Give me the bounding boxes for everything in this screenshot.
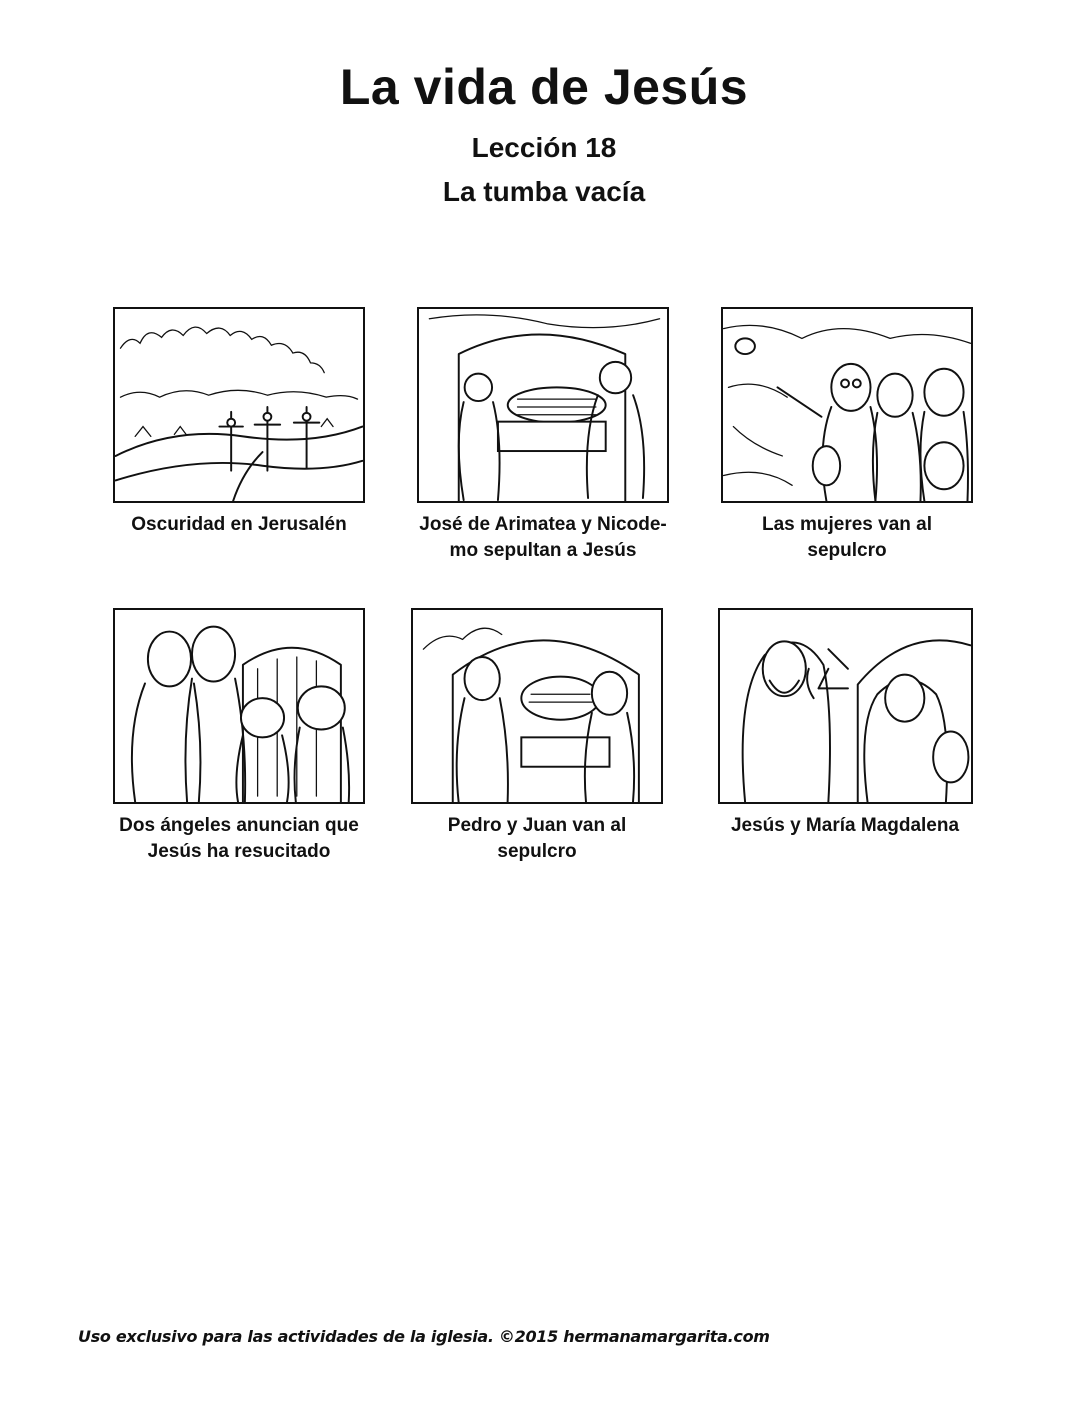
caption-panel-4 [89, 813, 389, 865]
lesson-title: La tumba vacía [442, 176, 646, 207]
caption-panel-3 [697, 512, 997, 564]
caption-line: sepulcro [497, 841, 577, 862]
caption-panel-1 [89, 512, 389, 538]
caption-line: Dos ángeles anuncian que [119, 815, 359, 836]
illustration-jesus-mary [718, 608, 973, 804]
illustration-peter-john [411, 608, 663, 804]
illustration-crucifixion [113, 307, 365, 503]
illustration-women [721, 307, 973, 503]
caption-line: Oscuridad en Jerusalén [131, 514, 347, 535]
caption-panel-5 [387, 813, 687, 865]
caption-line: Pedro y Juan van al [447, 815, 627, 836]
caption-panel-2 [393, 512, 693, 564]
illustration-angels [113, 608, 365, 804]
caption-line: Jesús y María Magdalena [730, 815, 960, 836]
caption-line: sepulcro [807, 540, 887, 561]
caption-line: Las mujeres van al [761, 514, 933, 535]
caption-line: José de Arimatea y Nicode- [419, 514, 667, 535]
footer-copyright: Uso exclusivo para las actividades de la iglesia. ©2015 hermanamargarita.com [78, 1327, 770, 1346]
lesson-number: Lección 18 [471, 132, 617, 163]
caption-line: Jesús ha resucitado [147, 841, 331, 862]
illustration-burial [417, 307, 669, 503]
caption-panel-6 [695, 813, 995, 839]
caption-line: mo sepultan a Jesús [449, 540, 637, 561]
page-title: La vida de Jesús [339, 59, 749, 115]
